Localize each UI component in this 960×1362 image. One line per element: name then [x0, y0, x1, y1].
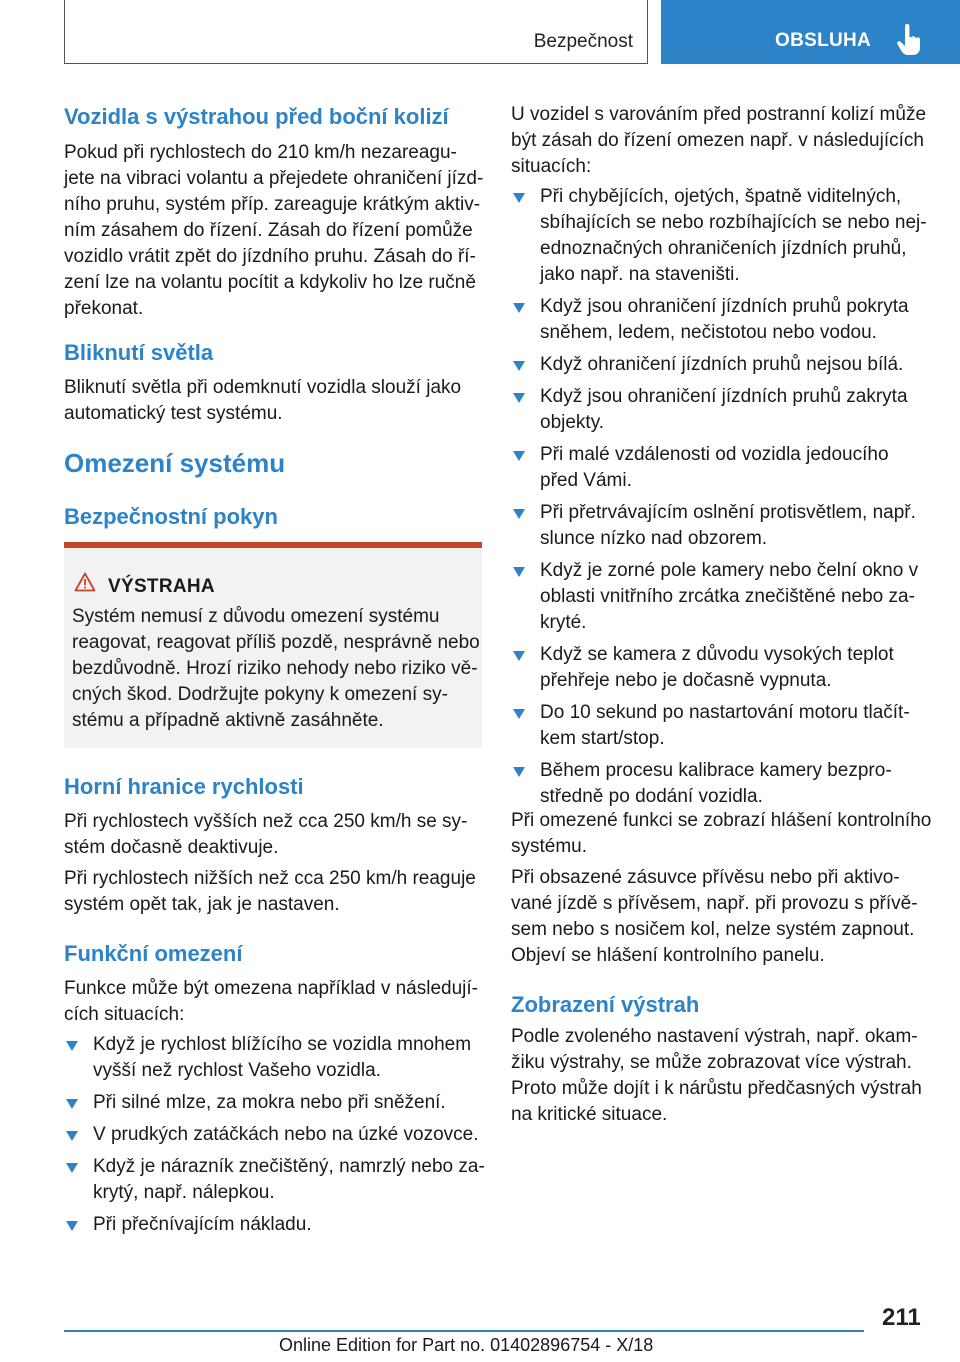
warning-box — [64, 542, 482, 748]
list-item — [511, 184, 927, 288]
header-chapter-title: OBSLUHA — [775, 30, 872, 51]
text-line: reagovat, reagovat příliš pozdě, nesprávně nebo — [72, 632, 480, 653]
bullet-triangle-icon — [513, 709, 525, 719]
bullet-triangle-icon — [513, 393, 525, 403]
limited-function-text — [511, 808, 931, 860]
list-item — [511, 700, 927, 752]
text-line: objekty. — [540, 412, 605, 433]
text-line: kem start/stop. — [540, 728, 665, 749]
list-item — [511, 384, 927, 436]
bullet-triangle-icon — [66, 1131, 78, 1141]
text-line: cích situacích: — [64, 1004, 185, 1025]
heading-system-limits: Omezení systému — [64, 448, 286, 478]
text-line: Když je rychlost blížícího se vozidla mnohem — [93, 1034, 472, 1055]
heading-speed-limit: Horní hranice rychlosti — [64, 774, 304, 799]
text-line: Při chybějících, ojetých, špatně viditelných, — [540, 186, 902, 207]
warning-triangle-icon — [74, 572, 96, 592]
bullet-triangle-icon — [66, 1221, 78, 1231]
list-item — [511, 352, 927, 378]
list-item — [511, 294, 927, 346]
text-line: před Vámi. — [540, 470, 632, 491]
text-line: systému. — [511, 836, 588, 857]
list-item — [64, 1212, 485, 1238]
text-line: žiku výstrahy, se může zobrazovat více výstrah. — [511, 1052, 912, 1073]
heading-safety-note: Bezpečnostní pokyn — [64, 504, 278, 529]
text-line: ednoznačných ohraničeních jízdních pruhů, — [540, 238, 907, 259]
list-item — [511, 758, 927, 810]
text-line: stém dočasně deaktivuje. — [64, 837, 279, 858]
text-line: Při přečnívajícím nákladu. — [93, 1214, 312, 1235]
footer-divider — [64, 1330, 864, 1332]
text-line: vozidlo vrátit zpět do jízdního pruhu. Zásah do ří‐ — [64, 246, 476, 267]
text-line: vyšší než rychlost Vašeho vozidla. — [93, 1060, 381, 1081]
text-line: Při malé vzdálenosti od vozidla jedoucího — [540, 444, 889, 465]
text-line: Když jsou ohraničení jízdních pruhů pokryta — [540, 296, 909, 317]
text-line: stému a případně aktivně zasáhněte. — [72, 710, 384, 731]
text-line: být zásah do řízení omezen např. v následujících — [511, 130, 924, 151]
bullet-triangle-icon — [513, 451, 525, 461]
text-line: Když je nárazník znečištěný, namrzlý nebo za‐ — [93, 1156, 485, 1177]
list-item — [511, 442, 927, 494]
list-item — [64, 1122, 485, 1148]
text-line: Funkce může být omezena například v následují‐ — [64, 978, 478, 999]
text-line: ním zásahem do řízení. Zásah do řízení pomůže — [64, 220, 473, 241]
bullet-triangle-icon — [66, 1099, 78, 1109]
heading-side-collision: Vozidla s výstrahou před boční kolizí — [64, 104, 449, 129]
text-line: V prudkých zatáčkách nebo na úzké vozovce. — [93, 1124, 479, 1145]
heading-light-flash: Bliknutí světla — [64, 340, 214, 365]
text-line: Když jsou ohraničení jízdních pruhů zakryta — [540, 386, 908, 407]
side-collision-text — [64, 140, 483, 322]
steering-limits-list — [511, 184, 927, 810]
text-line: Systém nemusí z důvodu omezení systému — [72, 606, 440, 627]
text-line: jako např. na staveništi. — [540, 264, 740, 285]
list-item — [511, 500, 927, 552]
text-line: Podle zvoleného nastavení výstrah, např. okam‐ — [511, 1026, 918, 1047]
text-line: Proto může dojít i k nárůstu předčasných výstrah — [511, 1078, 922, 1099]
text-line: situacích: — [511, 156, 592, 177]
bullet-triangle-icon — [513, 567, 525, 577]
text-line: Pokud při rychlostech do 210 km/h nezareagu‐ — [64, 142, 457, 163]
text-line: vané jízdě s přívěsem, např. při provozu s přívě‐ — [511, 893, 918, 914]
speed-limit-text-1 — [64, 809, 467, 861]
list-item — [511, 558, 927, 636]
text-line: jete na vibraci volantu a přejedete ohraničení jízd‐ — [64, 168, 484, 189]
text-line: sbíhajících se nebo rozbíhajících se nebo nej‐ — [540, 212, 927, 233]
bullet-triangle-icon — [513, 651, 525, 661]
text-line: ního pruhu, systém příp. zareaguje krátkým aktiv‐ — [64, 194, 481, 215]
side-warning-intro — [511, 102, 926, 180]
text-line: cných škod. Dodržujte pokyny k omezení sy‐ — [72, 684, 448, 705]
warning-title: VÝSTRAHA — [108, 576, 215, 597]
function-limits-intro — [64, 976, 478, 1028]
header-section-title: Bezpečnost — [533, 31, 633, 52]
text-line: Při rychlostech vyšších než cca 250 km/h se sy‐ — [64, 811, 468, 832]
warning-text — [72, 604, 480, 734]
heading-warning-display: Zobrazení výstrah — [511, 992, 700, 1017]
text-line: Při omezené funkci se zobrazí hlášení kontrolního — [511, 810, 932, 831]
text-line: sem nebo s nosičem kol, nelze systém zapnout. — [511, 919, 915, 940]
text-line: slunce nízko nad obzorem. — [540, 528, 768, 549]
list-item — [64, 1032, 485, 1084]
bullet-triangle-icon — [513, 509, 525, 519]
footer-edition: Online Edition for Part no. 01402896754 - X/18 — [279, 1335, 654, 1355]
text-line: Bliknutí světla při odemknutí vozidla slouží jako — [64, 377, 462, 398]
text-line: kryté. — [540, 612, 587, 633]
list-item — [64, 1154, 485, 1206]
text-line: Objeví se hlášení kontrolního panelu. — [511, 945, 825, 966]
text-line: Když je zorné pole kamery nebo čelní okno v — [540, 560, 919, 581]
header-chapter-tab — [661, 0, 960, 64]
text-line: Při obsazené zásuvce přívěsu nebo při aktivo‐ — [511, 867, 900, 888]
text-line: Když ohraničení jízdních pruhů nejsou bílá. — [540, 354, 904, 375]
text-line: přehřeje nebo je dočasně vypnuta. — [540, 670, 832, 691]
page-number: 211 — [882, 1304, 921, 1331]
bullet-triangle-icon — [66, 1163, 78, 1173]
function-limits-list — [64, 1032, 485, 1238]
text-line: Při silné mlze, za mokra nebo při sněžení. — [93, 1092, 446, 1113]
warning-display-text — [511, 1024, 922, 1128]
heading-function-limits: Funkční omezení — [64, 941, 243, 966]
text-line: systém opět tak, jak je nastaven. — [64, 894, 340, 915]
text-line: sněhem, ledem, nečistotou nebo vodou. — [540, 322, 877, 343]
text-line: Při přetrvávajícím oslnění protisvětlem, např. — [540, 502, 916, 523]
text-line: bezdůvodně. Hrozí riziko nehody nebo riziko vě‐ — [72, 658, 478, 679]
header-section-box — [64, 0, 648, 64]
text-line: na kritické situace. — [511, 1104, 668, 1125]
text-line: automatický test systému. — [64, 403, 283, 424]
text-line: krytý, např. nálepkou. — [93, 1182, 275, 1203]
text-line: překonat. — [64, 298, 144, 319]
bullet-triangle-icon — [513, 767, 525, 777]
text-line: Během procesu kalibrace kamery bezpro‐ — [540, 760, 892, 781]
text-line: středně po dodání vozidla. — [540, 786, 763, 807]
text-line: Do 10 sekund po nastartování motoru tlačít‐ — [540, 702, 910, 723]
text-line: Při rychlostech nižších než cca 250 km/h reaguje — [64, 868, 476, 889]
bullet-triangle-icon — [66, 1041, 78, 1051]
speed-limit-text-2 — [64, 866, 476, 918]
text-line: zení lze na volantu pocítit a kdykoliv ho lze ručně — [64, 272, 476, 293]
list-item — [511, 642, 927, 694]
trailer-text — [511, 865, 918, 969]
light-flash-text — [64, 375, 461, 427]
text-line: Když se kamera z důvodu vysokých teplot — [540, 644, 894, 665]
text-line: U vozidel s varováním před postranní kolizí může — [511, 104, 927, 125]
pointing-hand-icon — [896, 24, 922, 56]
bullet-triangle-icon — [513, 193, 525, 203]
list-item — [64, 1090, 485, 1116]
bullet-triangle-icon — [513, 361, 525, 371]
bullet-triangle-icon — [513, 303, 525, 313]
text-line: oblasti vnitřního zrcátka znečištěné nebo za‐ — [540, 586, 915, 607]
